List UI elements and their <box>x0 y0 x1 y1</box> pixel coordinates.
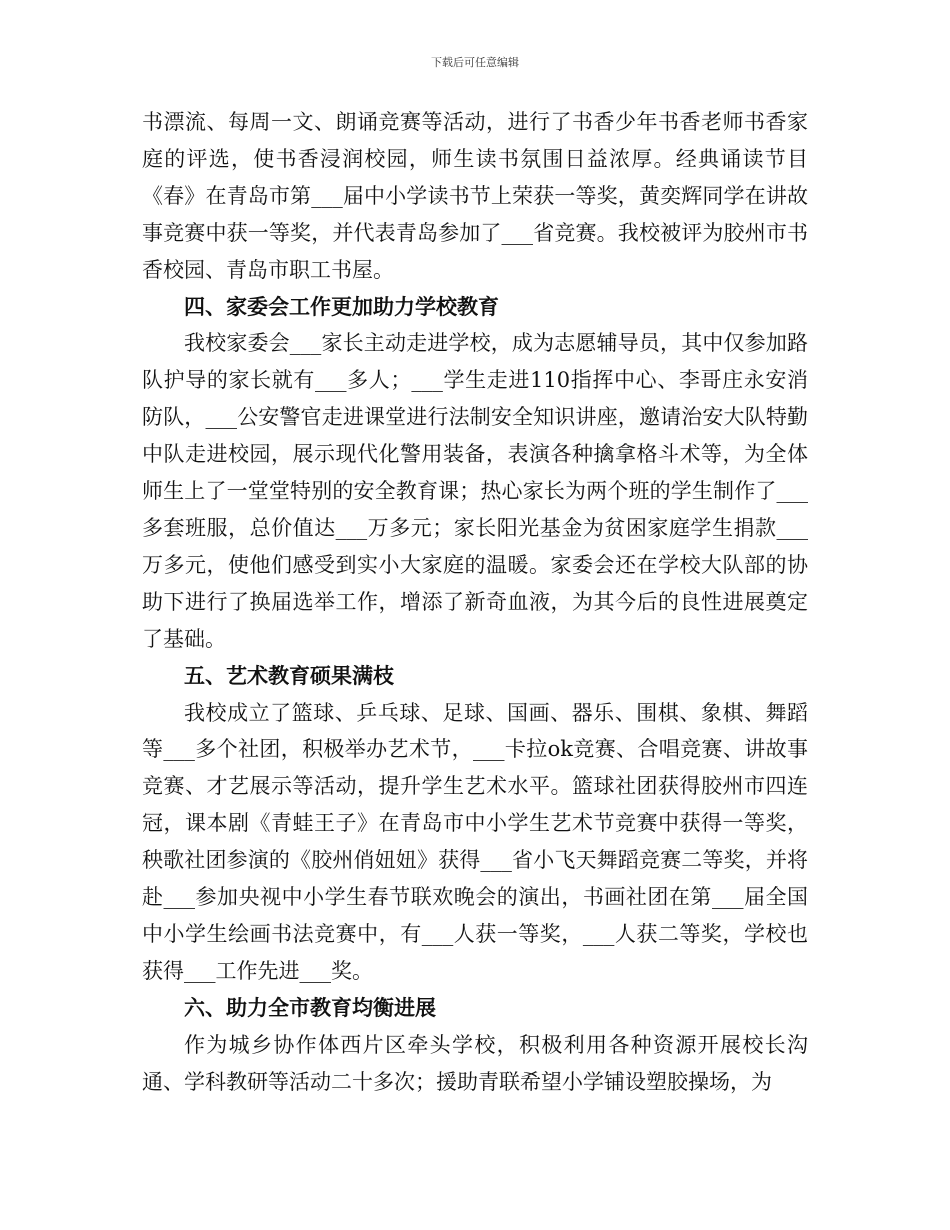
paragraph-education-balance: 作为城乡协作体西片区牵头学校，积极利用各种资源开展校长沟通、学科教研等活动二十多次；援助青联希望小学铺设塑胶操场，为 <box>142 1032 808 1094</box>
paragraph-art-education: 我校成立了篮球、乒乓球、足球、国画、器乐、围棋、象棋、舞蹈等___多个社团，积极举办艺术节，___卡拉ok竞赛、合唱竞赛、讲故事竞赛、才艺展示等活动，提升学生艺术水平。篮球社团获得胶州市四连冠，课本剧《青蛙王子》在青岛市中小学生艺术节竞赛中获得一等奖，秧歌社团参演的《胶州俏妞妞》获得___省小飞天舞蹈竞赛二等奖，并将赴___参加央视中小学生春节联欢晚会的演出，书画社团在第___届全国中小学生绘画书法竞赛中，有___人获一等奖，___人获二等奖，学校也获得___工作先进___奖。 <box>142 700 808 983</box>
section-heading-art-education: 五、艺术教育硕果满枝 <box>184 663 394 688</box>
section-heading-parent-committee: 四、家委会工作更加助力学校教育 <box>184 294 499 319</box>
page-header: 下载后可任意编辑 <box>431 56 519 69</box>
section-heading-education-balance: 六、助力全市教育均衡进展 <box>184 995 436 1020</box>
paragraph-parent-committee: 我校家委会___家长主动走进学校，成为志愿辅导员，其中仅参加路队护导的家长就有___多人；___学生走进110指挥中心、李哥庄永安消防队，___公安警官走进课堂进行法制安全知识讲座，邀请治安大队特勤中队走进校园，展示现代化警用装备，表演各种擒拿格斗术等，为全体师生上了一堂堂特别的安全教育课；热心家长为两个班的学生制作了___多套班服，总价值达___万多元；家长阳光基金为贫困家庭学生捐款___万多元，使他们感受到实小大家庭的温暖。家委会还在学校大队部的协助下进行了换届选举工作，增添了新奇血液，为其今后的良性进展奠定了基础。 <box>142 331 808 651</box>
document-body <box>142 104 808 1100</box>
paragraph-reading-activities: 书漂流、每周一文、朗诵竞赛等活动，进行了书香少年书香老师书香家庭的评选，使书香浸润校园，师生读书氛围日益浓厚。经典诵读节目《春》在青岛市第___届中小学读书节上荣获一等奖，黄奕辉同学在讲故事竞赛中获一等奖，并代表青岛参加了___省竞赛。我校被评为胶州市书香校园、青岛市职工书屋。 <box>142 110 808 282</box>
